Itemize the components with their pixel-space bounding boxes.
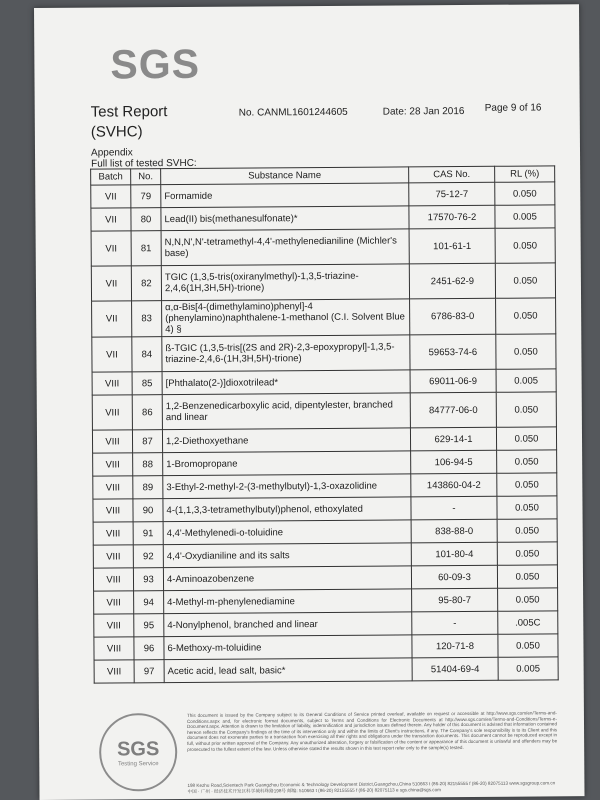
cell-cas-no: 2451-62-9 [409, 263, 495, 299]
cell-batch: VIII [92, 430, 132, 453]
cell-substance-name: 6-Methoxy-m-toluidine [164, 635, 412, 660]
cell-batch: VIII [93, 476, 133, 499]
cell-no: 89 [133, 476, 163, 499]
cell-substance-name: Formamide [161, 183, 409, 208]
cell-substance-name: TGIC (1,3,5-tris(oxiranylmethyl)-1,3,5-triazine-2,4,6(1H,3H,5H)-trione) [161, 264, 409, 301]
cell-rl: 0.050 [497, 450, 557, 473]
cell-substance-name: 1,2-Benzenedicarboxylic acid, dipentylester, branched and linear [162, 393, 410, 430]
cell-batch: VIII [92, 395, 132, 430]
cell-no: 80 [131, 208, 161, 231]
cell-no: 85 [132, 372, 162, 395]
seal-tagline: Testing Service [117, 760, 159, 767]
contact-info [187, 780, 557, 795]
table-row [92, 369, 556, 395]
sgs-logo: SGS [110, 40, 201, 88]
cell-rl: 0.050 [496, 427, 556, 450]
cell-rl: 0.050 [495, 228, 555, 263]
table-row [94, 611, 558, 637]
report-title: Test Report [90, 103, 168, 121]
report-date: Date: 28 Jan 2016 [382, 105, 465, 118]
cell-batch: VIII [93, 522, 133, 545]
table-row [91, 182, 555, 208]
cell-no: 93 [133, 568, 163, 591]
header-batch: Batch [91, 169, 131, 185]
legal-disclaimer: This document is issued by the Company subject to its General Conditions of Service printed overleaf, available on request or accessible at http://www.sgs.com/en/Terms-and-Conditions.aspx and, for electronic format documents, subject to Terms and Conditions for Electronic Documents at http://www.sgs.com/en/Terms-and-Conditions/Terms-e-Document.aspx. Attention is drawn to the limitation of liability, indemnification and jurisdiction issues defined therein. Any holder of this document is advised that information contained hereon reflects the Company's findings at the time of its intervention only and within the limits of Client's instructions, if any. The Company's sole responsibility is to its Client and this document does not exonerate parties to a transaction from exercising all their rights and obligations under the transaction documents. This document cannot be reproduced except in full, without prior written approval of the Company. Any unauthorized alteration, forgery or falsification of the content or appearance of this document is unlawful and offenders may be prosecuted to the fullest extent of the law. Unless otherwise stated the results shown in this test report refer only to the sample(s) tested. [186, 710, 558, 752]
cell-rl: 0.050 [498, 588, 558, 611]
cell-substance-name: 1-Bromopropane [163, 451, 411, 476]
cell-no: 79 [131, 185, 161, 208]
cell-substance-name: 4-Methyl-m-phenylenediamine [164, 589, 412, 614]
cell-no: 97 [134, 660, 164, 683]
cell-no: 91 [133, 522, 163, 545]
cell-cas-no: 75-12-7 [409, 182, 495, 206]
page-number: Page 9 of 16 [484, 102, 542, 114]
table-row [93, 565, 557, 591]
cell-rl: 0.050 [497, 519, 557, 542]
cell-batch: VIII [94, 637, 134, 660]
cell-rl: 0.005 [496, 369, 556, 392]
cell-batch: VII [91, 231, 131, 266]
cell-no: 96 [134, 637, 164, 660]
cell-cas-no: 84777-06-0 [410, 392, 496, 428]
cell-substance-name: 3-Ethyl-2-methyl-2-(3-methylbutyl)-1,3-oxazolidine [163, 474, 411, 499]
seal-logo: SGS [116, 737, 160, 760]
table-row [93, 519, 557, 545]
cell-substance-name: 4-(1,1,3,3-tetramethylbutyl)phenol, ethoxylated [163, 497, 411, 522]
table-row [91, 228, 555, 266]
cell-no: 82 [131, 266, 161, 301]
cell-batch: VII [92, 301, 132, 337]
cell-no: 83 [132, 301, 162, 337]
cell-no: 88 [133, 453, 163, 476]
cell-batch: VIII [94, 660, 134, 683]
cell-no: 90 [133, 499, 163, 522]
cell-cas-no: 143860-04-2 [411, 473, 497, 497]
appendix-label: Appendix [90, 147, 133, 159]
cell-cas-no: 629-14-1 [410, 427, 496, 451]
cell-batch: VIII [93, 499, 133, 522]
header-rl: RL (%) [495, 166, 555, 182]
table-row [94, 634, 558, 660]
cell-substance-name: 4,4'-Methylenedi-o-toluidine [163, 520, 411, 545]
cell-rl: 0.050 [497, 565, 557, 588]
cell-cas-no: - [412, 611, 498, 635]
cell-cas-no: 838-88-0 [411, 519, 497, 543]
cell-cas-no: 69011-06-9 [410, 369, 496, 393]
cell-batch: VII [91, 208, 131, 231]
report-subtitle: (SVHC) [90, 123, 143, 141]
cell-batch: VII [91, 266, 131, 301]
table-row [93, 542, 557, 568]
cell-batch: VIII [94, 614, 134, 637]
table-row [93, 496, 557, 522]
cell-cas-no: 120-71-8 [412, 634, 498, 658]
document-page [34, 4, 585, 800]
cell-substance-name: Acetic acid, lead salt, basic* [164, 658, 412, 683]
table-row [92, 298, 556, 337]
cell-substance-name: Lead(II) bis(methanesulfonate)* [161, 206, 409, 231]
cell-cas-no: 6786-83-0 [410, 298, 496, 335]
cell-substance-name: 4-Aminoazobenzene [163, 566, 411, 591]
table-row [93, 450, 557, 476]
cell-rl: 0.050 [497, 473, 557, 496]
cell-cas-no: 17570-76-2 [409, 205, 495, 229]
cell-batch: VII [91, 185, 131, 208]
cell-cas-no: 60-09-3 [411, 565, 497, 589]
table-row [94, 657, 558, 683]
cell-rl: 0.050 [496, 334, 556, 369]
cell-no: 87 [132, 430, 162, 453]
cell-rl: 0.005 [498, 657, 558, 680]
cell-cas-no: 101-61-1 [409, 228, 495, 264]
table-row [92, 427, 556, 453]
cell-batch: VIII [94, 591, 134, 614]
header-cas-no: CAS No. [409, 166, 495, 183]
cell-substance-name: ß-TGIC (1,3,5-tris[(2S and 2R)-2,3-epoxypropyl]-1,3,5-triazine-2,4,6-(1H,3H,5H)-trione) [162, 335, 410, 372]
table-row [93, 473, 557, 499]
cell-cas-no: - [411, 496, 497, 520]
cell-cas-no: 101-80-4 [411, 542, 497, 566]
cell-rl: 0.050 [496, 392, 556, 427]
cell-rl: .005C [498, 611, 558, 634]
cell-cas-no: 59653-74-6 [410, 334, 496, 370]
cell-no: 86 [132, 395, 162, 430]
table-row [91, 205, 555, 231]
header-no: No. [131, 169, 161, 185]
cell-substance-name: [Phthalato(2-)]dioxotrilead* [162, 370, 410, 395]
cell-cas-no: 95-80-7 [412, 588, 498, 612]
cell-rl: 0.050 [498, 634, 558, 657]
table-row [92, 334, 556, 372]
cell-substance-name: 4-Nonylphenol, branched and linear [164, 612, 412, 637]
cell-cas-no: 51404-69-4 [412, 657, 498, 681]
cell-substance-name: N,N,N',N'-tetramethyl-4,4'-methylenedianiline (Michler's base) [161, 229, 409, 266]
cell-rl: 0.050 [495, 263, 555, 298]
contact-chinese: 中国 · 广州 · 经济技术开发区科学城科珠路198号 邮编: 510663 t (86-20) 82155555 f (86-20) 82075113 e sgs.china@sgs.com [187, 787, 442, 794]
cell-no: 84 [132, 337, 162, 372]
contact-english: 198 Kezhu Road,Scientech Park Guangzhou Economic & Technology Development District,Guangzhou,China 510663 t (86-20) 82155555 f (86-20) 82075113 www.sgsgroup.com.cn [187, 780, 556, 788]
list-title: Full list of tested SVHC: [91, 157, 197, 170]
header-substance-name: Substance Name [161, 167, 409, 185]
table-row [94, 588, 558, 614]
cell-batch: VIII [92, 372, 132, 395]
table-row [91, 263, 555, 301]
cell-batch: VIII [93, 453, 133, 476]
cell-substance-name: α,α-Bis[4-(dimethylamino)phenyl]-4 (phenylamino)naphthalene-1-methanol (C.I. Solvent Blue 4) § [162, 299, 410, 337]
cell-cas-no: 106-94-5 [411, 450, 497, 474]
cell-rl: 0.050 [497, 496, 557, 519]
cell-batch: VIII [93, 568, 133, 591]
cell-substance-name: 4,4'-Oxydianiline and its salts [163, 543, 411, 568]
cell-rl: 0.050 [497, 542, 557, 565]
cell-rl: 0.050 [496, 298, 556, 334]
report-number: No. CANML1601244605 [238, 106, 348, 119]
svhc-table [90, 165, 559, 683]
cell-rl: 0.050 [495, 182, 555, 205]
cell-batch: VII [92, 337, 132, 372]
cell-batch: VIII [93, 545, 133, 568]
cell-no: 81 [131, 231, 161, 266]
sgs-seal [99, 713, 178, 792]
cell-no: 92 [133, 545, 163, 568]
cell-rl: 0.005 [495, 205, 555, 228]
cell-no: 94 [134, 591, 164, 614]
table-row [92, 392, 556, 430]
cell-substance-name: 1,2-Diethoxyethane [162, 428, 410, 453]
cell-no: 95 [134, 614, 164, 637]
